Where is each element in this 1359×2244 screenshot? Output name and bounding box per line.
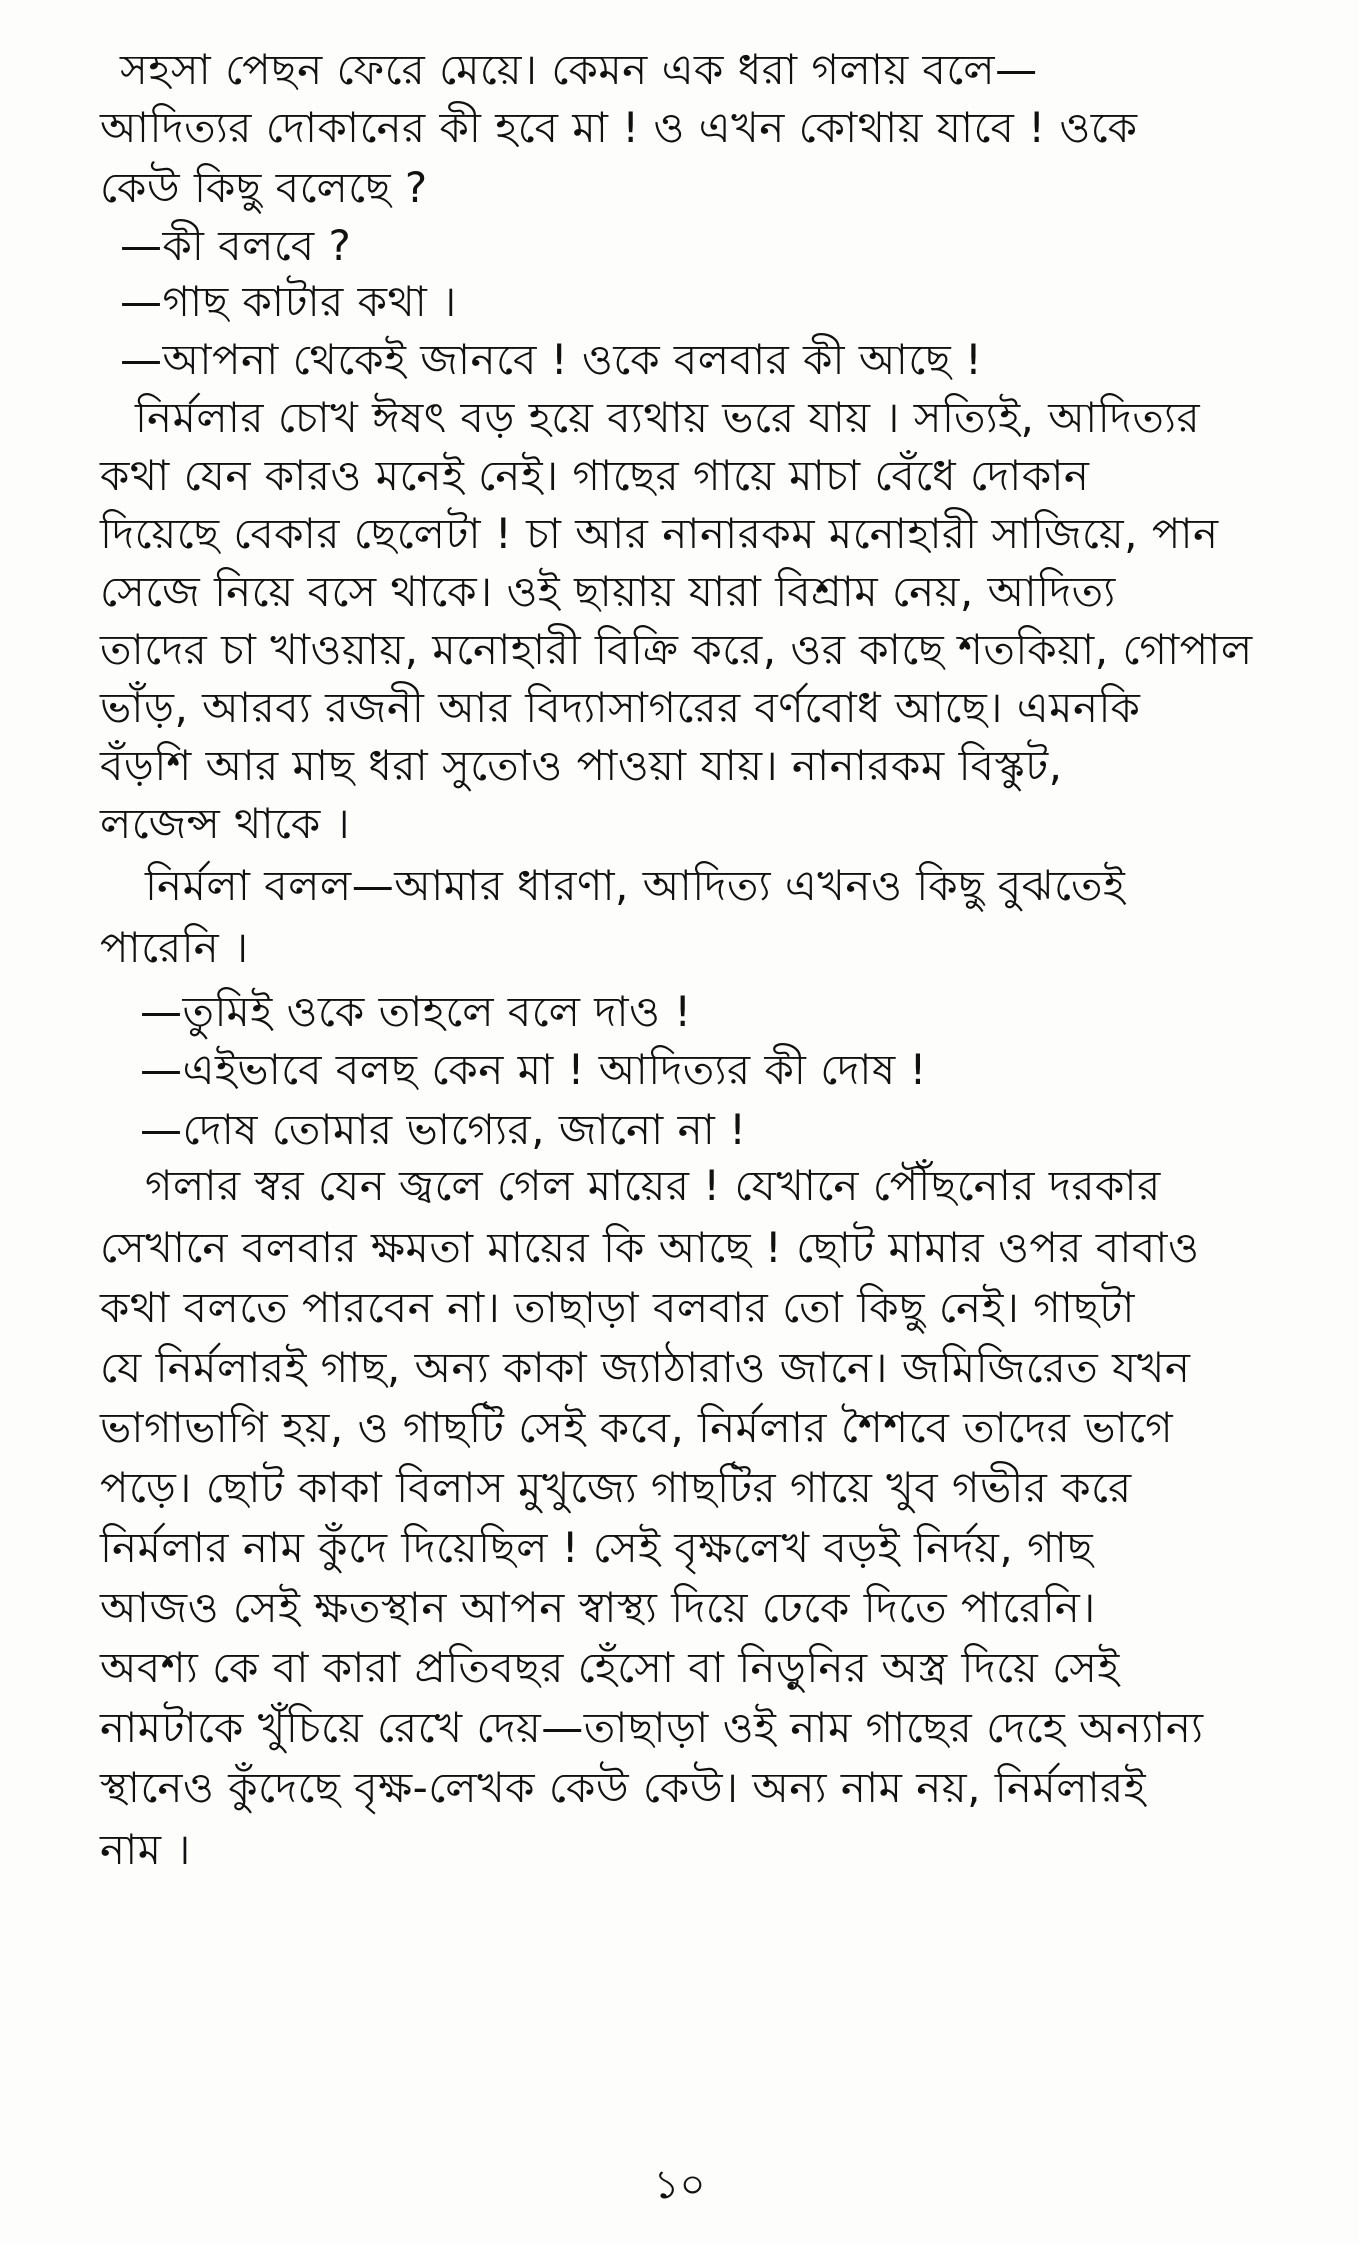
text-line: অবশ্য কে বা কারা প্রতিবছর হেঁসো বা নিড়ুনির অস্ত্র দিয়ে সেই: [100, 1643, 1120, 1692]
text-line: —আপনা থেকেই জানবে ! ওকে বলবার কী আছে !: [120, 335, 983, 384]
text-line: যে নির্মলারই গাছ, অন্য কাকা জ্যাঠারাও জানে। জমিজিরেত যখন: [100, 1343, 1191, 1392]
text-line: —দোষ তোমার ভাগ্যের, জানো না !: [140, 1105, 747, 1154]
text-line: ভাগাভাগি হয়, ও গাছটি সেই কবে, নির্মলার শৈশবে তাদের ভাগে: [100, 1403, 1174, 1452]
text-line: —এইভাবে বলছ কেন মা ! আদিত্যর কী দোষ !: [140, 1045, 927, 1094]
text-line: নির্মলা বলল—আমার ধারণা, আদিত্য এখনও কিছু বুঝতেই: [145, 861, 1126, 910]
text-line: লজেন্স থাকে ।: [100, 799, 351, 848]
text-line: আদিত্যর দোকানের কী হবে মা ! ও এখন কোথায় যাবে ! ওকে: [100, 103, 1138, 152]
text-line: নির্মলার চোখ ঈষৎ বড় হয়ে ব্যথায় ভরে যায় । সত্যিই, আদিত্যর: [135, 393, 1201, 442]
text-line: নাম ।: [100, 1825, 191, 1874]
text-line: আজও সেই ক্ষতস্থান আপন স্বাস্থ্য দিয়ে ঢেকে দিতে পারেনি।: [100, 1583, 1096, 1632]
text-line: সেখানে বলবার ক্ষমতা মায়ের কি আছে ! ছোট মামার ওপর বাবাও: [100, 1223, 1200, 1272]
text-line: নির্মলার নাম কুঁদে দিয়েছিল ! সেই বৃক্ষলেখ বড়ই নির্দয়, গাছ: [100, 1523, 1094, 1572]
text-line: ভাঁড়, আরব্য রজনী আর বিদ্যাসাগরের বর্ণবোধ আছে। এমনকি: [100, 683, 1141, 732]
text-line: পারেনি ।: [100, 923, 249, 972]
text-line: গলার স্বর যেন জ্বলে গেল মায়ের ! যেখানে পৌঁছনোর দরকার: [145, 1161, 1161, 1210]
text-line: —কী বলবে ?: [120, 221, 352, 270]
text-line: বঁড়শি আর মাছ ধরা সুতোও পাওয়া যায়। নানারকম বিস্কুট,: [100, 741, 1063, 790]
text-line: পড়ে। ছোট কাকা বিলাস মুখুজ্যে গাছটির গায়ে খুব গভীর করে: [100, 1463, 1132, 1512]
text-line: স্থানেও কুঁদেছে বৃক্ষ-লেখক কেউ কেউ। অন্য নাম নয়, নির্মলারই: [100, 1763, 1147, 1812]
text-line: কথা যেন কারও মনেই নেই। গাছের গায়ে মাচা বেঁধে দোকান: [100, 451, 1090, 500]
text-line: —তুমিই ওকে তাহলে বলে দাও !: [140, 987, 692, 1036]
text-line: সহসা পেছন ফেরে মেয়ে। কেমন এক ধরা গলায় বলে—: [120, 45, 1038, 94]
text-line: তাদের চা খাওয়ায়, মনোহারী বিক্রি করে, ওর কাছে শতকিয়া, গোপাল: [100, 625, 1253, 674]
page-number: ১০: [653, 2162, 706, 2208]
text-line: দিয়েছে বেকার ছেলেটা ! চা আর নানারকম মনোহারী সাজিয়ে, পান: [100, 509, 1219, 558]
text-line: সেজে নিয়ে বসে থাকে। ওই ছায়ায় যারা বিশ্রাম নেয়, আদিত্য: [100, 567, 1116, 616]
text-line: —গাছ কাটার কথা ।: [120, 277, 457, 326]
text-line: নামটাকে খুঁচিয়ে রেখে দেয়—তাছাড়া ওই নাম গাছের দেহে অন্যান্য: [100, 1703, 1204, 1752]
text-line: কেউ কিছু বলেছে ?: [100, 163, 428, 212]
text-line: কথা বলতে পারবেন না। তাছাড়া বলবার তো কিছু নেই। গাছটা: [100, 1283, 1135, 1332]
